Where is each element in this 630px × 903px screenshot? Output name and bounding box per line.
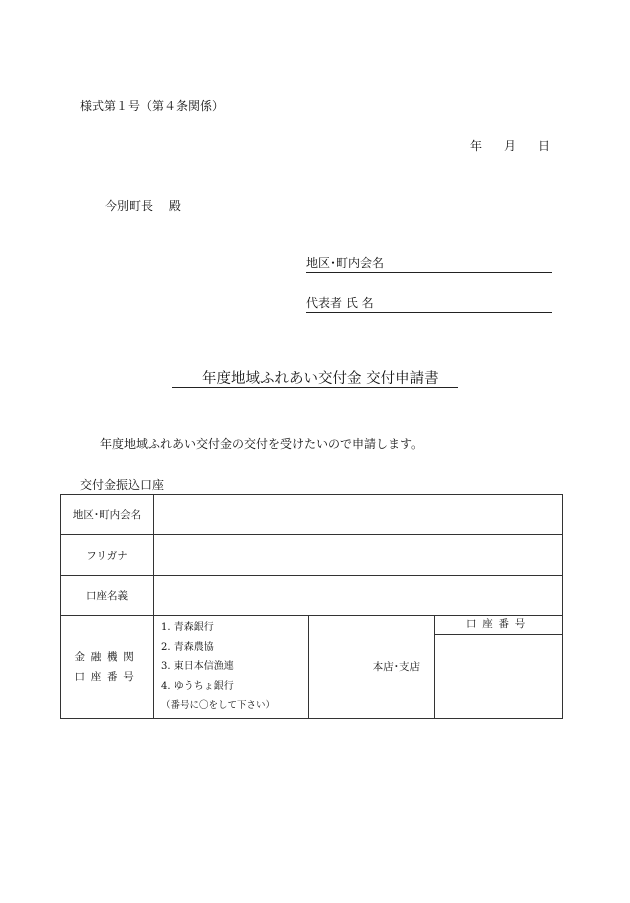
account-table [60, 494, 563, 719]
furigana-row-header: フリガナ [61, 535, 154, 576]
month-label: 月 [504, 139, 517, 153]
document-title [172, 367, 458, 388]
document-title-text: 年度地域ふれあい交付金 交付申請書 [202, 371, 439, 387]
table-row [61, 495, 563, 535]
district-name-field[interactable] [306, 256, 552, 273]
bank-option-note: （番号に〇をして下さい） [161, 700, 276, 711]
bank-header-line2: 口座番号 [74, 670, 140, 683]
account-number-cell[interactable] [435, 616, 563, 719]
representative-name-label: 代表者 氏 名 [306, 296, 374, 310]
day-label: 日 [538, 139, 551, 153]
bank-option-4[interactable]: 4. ゆうちょ銀行 [161, 680, 234, 692]
bank-header-line1: 金融機関 [74, 650, 140, 663]
application-statement: 年度地域ふれあい交付金の交付を受けたいので申請します。 [100, 437, 424, 451]
bank-option-1[interactable]: 1. 青森銀行 [161, 622, 214, 633]
branch-cell[interactable] [309, 616, 435, 719]
table-row [61, 616, 563, 719]
representative-name-field[interactable] [306, 296, 552, 313]
date-line [470, 137, 550, 154]
branch-label: 本店･支店 [372, 661, 420, 674]
district-input-cell[interactable] [154, 495, 563, 535]
furigana-input-cell[interactable] [154, 535, 563, 576]
table-row [61, 576, 563, 616]
account-name-input-cell[interactable] [154, 576, 563, 616]
bank-option-3[interactable]: 3. 東日本信漁連 [161, 661, 234, 672]
bank-row-header [61, 616, 154, 719]
table-row [61, 535, 563, 576]
account-name-row-header: 口座名義 [61, 576, 154, 616]
bank-options-cell[interactable] [154, 616, 309, 719]
district-name-label: 地区･町内会名 [306, 256, 385, 270]
year-label: 年 [470, 139, 483, 153]
recipient: 今別町長 殿 [105, 199, 181, 213]
account-section-label: 交付金振込口座 [80, 478, 165, 492]
account-number-header: 口座番号 [435, 616, 562, 635]
form-number-label: 様式第１号（第４条関係） [80, 99, 225, 113]
district-row-header: 地区･町内会名 [61, 495, 154, 535]
bank-option-2[interactable]: 2. 青森農協 [161, 641, 214, 653]
